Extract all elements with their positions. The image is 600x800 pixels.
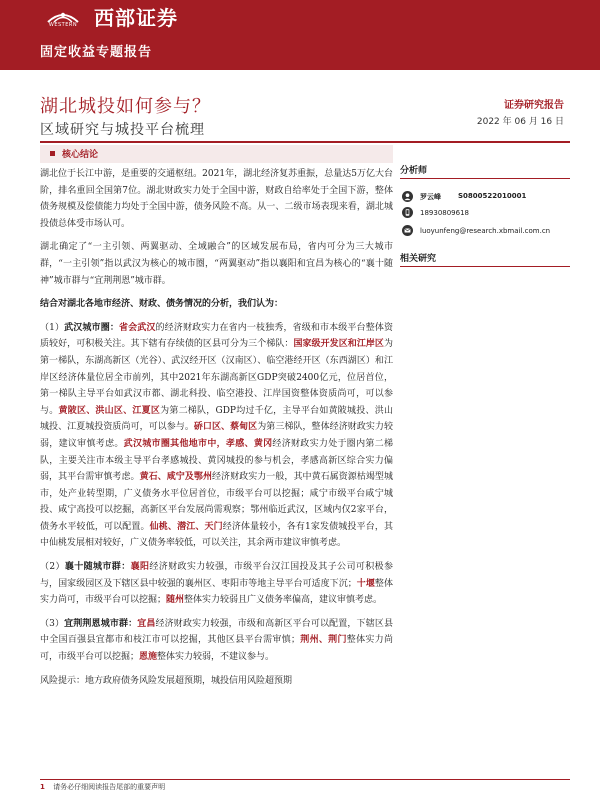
highlighted-region: 国家级开发区和江岸区 [293, 339, 384, 350]
paragraph-text: 经济财政实力处于圈内第二梯队，主要关注市本级主导平台孝感城投、黄冈城投的参与机会，孝感高新区综合实力偏弱，其平台需审慎考虑。 [40, 438, 393, 483]
paragraph-text: （1） [40, 322, 65, 333]
report-category: 固定收益专题报告 [40, 45, 153, 60]
report-title: 湖北城投如何参与？ [40, 96, 211, 117]
core-conclusion-header [40, 145, 393, 163]
brand-name: 西部证券 [94, 6, 178, 30]
email-icon [402, 225, 413, 236]
highlighted-region: 恩施 [139, 652, 158, 663]
highlighted-region: 襄阳 [130, 562, 150, 573]
paragraph-text: 整体实力较弱且广义债务率偏高，建议审慎考虑。 [184, 595, 383, 606]
related-research-heading: 相关研究 [400, 251, 570, 267]
conclusion-paragraph [40, 616, 393, 666]
report-date: 2022 年 06 月 16 日 [476, 117, 564, 127]
conclusion-paragraph [40, 320, 393, 552]
core-conclusion-label: 核心结论 [62, 150, 99, 160]
paragraph-text: 经济财政实力一般，其中黄石属资源枯竭型城市，处产业转型期，广义债务水平位居首位，市级平台可以挖掘；咸宁市级平台咸宁城投、咸宁高投可以挖掘，高新区平台发展尚需观察；鄂州临近武汉，区域内仅2家平台，债务水平较低，可以配置。 [40, 472, 393, 532]
highlighted-region: 武汉城市圈其他地市中，孝感、黄冈 [123, 438, 273, 449]
phone-row [400, 205, 570, 223]
report-header [0, 0, 600, 70]
paragraph-text: 风险提示：地方政府债务风险发展超预期，城投信用风险超预期 [40, 675, 293, 686]
paragraph-text: 经济财政实力较强，市级和高新区平台可以配置，下辖区县中全国百强县宜都市和枝江市可以挖掘，其他区县平台需审慎； [40, 618, 393, 646]
highlighted-region: 随州 [166, 595, 185, 606]
conclusion-paragraph [40, 673, 393, 690]
paragraph-text: 整体实力较弱，不建议参与。 [157, 652, 275, 663]
analyst-email[interactable]: luoyunfeng@research.xbmail.com.cn [420, 227, 551, 235]
bold-text: 武汉城市圈： [64, 322, 119, 333]
highlighted-region: 硚口区、蔡甸区 [193, 422, 258, 433]
page-footer [40, 782, 165, 792]
paragraph-text: 经济体量较小，各有1家发债城投平台，其中仙桃发展相对较好，广义债务率较低，可以关注，其余两市建议审慎考虑。 [40, 521, 393, 549]
title-divider [40, 141, 570, 143]
paragraph-text: 为第三梯队，整体经济财政实力较弱，建议审慎考虑。 [40, 422, 393, 449]
paragraph-text: 为第一梯队，东湖高新区（光谷）、武汉经开区（汉南区）、临空港经开区（东西湖区）和江岸区经济体量位居全市前列，其中2021年东湖高新区GDP突破2400亿元，位居首位，第一梯队主导平台如武汉市都、湖北科投、临空港投、江岸国资整体资质尚可，可以参与。 [40, 339, 393, 416]
report-subtitle: 区域研究与城投平台梳理 [40, 122, 205, 138]
analyst-row [400, 189, 570, 205]
analyst-name: 罗云峰 [420, 192, 441, 201]
paragraph-text: 的经济财政实力在省内一枝独秀，省级和市本级平台整体资质较好，可积极关注。其下辖有存续债的区县可分为三个梯队： [40, 322, 393, 350]
highlighted-region: 黄石、咸宁及鄂州 [139, 472, 212, 483]
bold-text: 宜荆荆恩城市群： [64, 618, 138, 629]
footer-divider [40, 779, 570, 780]
conclusion-paragraph [40, 559, 393, 609]
paragraph-text: 整体实力尚可，市级平台可以挖掘； [40, 635, 393, 663]
analyst-sidebar [400, 163, 570, 267]
conclusion-paragraph [40, 166, 393, 232]
analyst-certificate: S0800522010001 [458, 192, 527, 200]
paragraph-text: （2） [40, 562, 65, 573]
paragraph-text: 经济财政实力较强，市级平台汉江国投及其子公司可积极参与，国家级园区及下辖区县中较强的襄州区、枣阳市等地主导平台可适度下沉； [40, 562, 393, 589]
analysts-heading: 分析师 [400, 163, 570, 179]
phone-icon [402, 207, 413, 218]
page-number: 1 [40, 783, 45, 791]
conclusion-paragraph [40, 296, 393, 313]
footer-disclaimer: 请务必仔细阅读报告尾部的重要声明 [53, 783, 166, 791]
bold-text: 襄十随城市群： [64, 562, 131, 573]
bullet-square-icon [50, 151, 55, 156]
highlighted-region: 荆州、荆门 [300, 635, 347, 646]
conclusion-paragraph [40, 239, 393, 289]
paragraph-text: 为第二梯队，GDP均过千亿，主导平台如黄陂城投、洪山城投、江夏城投资质尚可，可以参与。 [40, 405, 393, 433]
bold-text: 结合对湖北各地市经济、财政、债务情况的分析，我们认为： [40, 299, 284, 310]
highlighted-region: 黄陂区、洪山区、江夏区 [58, 405, 161, 416]
highlighted-region: 十堰 [356, 578, 375, 589]
paragraph-text: 湖北位于长江中游，是重要的交通枢纽。2021年，湖北经济复苏重振，总量达5万亿大台阶，排名重回全国第7位。湖北财政实力处于全国中游，财政自给率处于全国下游，整体债务规模及偿债能力均处于全国中游，债务风险不高。从一、二级市场表现来看，湖北城投债总体受市场认可。 [40, 169, 393, 229]
brand-english: WESTERN [48, 22, 78, 28]
highlighted-region: 省会武汉 [118, 322, 156, 333]
analyst-phone: 18930809618 [420, 209, 469, 217]
core-conclusion-body [40, 166, 393, 696]
email-row [400, 223, 570, 241]
highlighted-region: 仙桃、潜江、天门 [149, 521, 223, 532]
paragraph-text: 湖北确定了“一主引领、两翼驱动、全域融合”的区域发展布局，省内可分为三大城市群，“一主引领”指以武汉为核心的城市圈，“两翼驱动”指以襄阳和宜昌为核心的“襄十随神”城市群与“宜荆荆恩”城市群。 [40, 242, 393, 286]
highlighted-region: 宜昌 [137, 618, 156, 629]
paragraph-text: （3） [40, 618, 65, 629]
paragraph-text: 整体实力尚可，市级平台可以挖掘； [40, 578, 393, 606]
person-icon [402, 191, 413, 202]
report-type-label: 证券研究报告 [504, 100, 564, 111]
